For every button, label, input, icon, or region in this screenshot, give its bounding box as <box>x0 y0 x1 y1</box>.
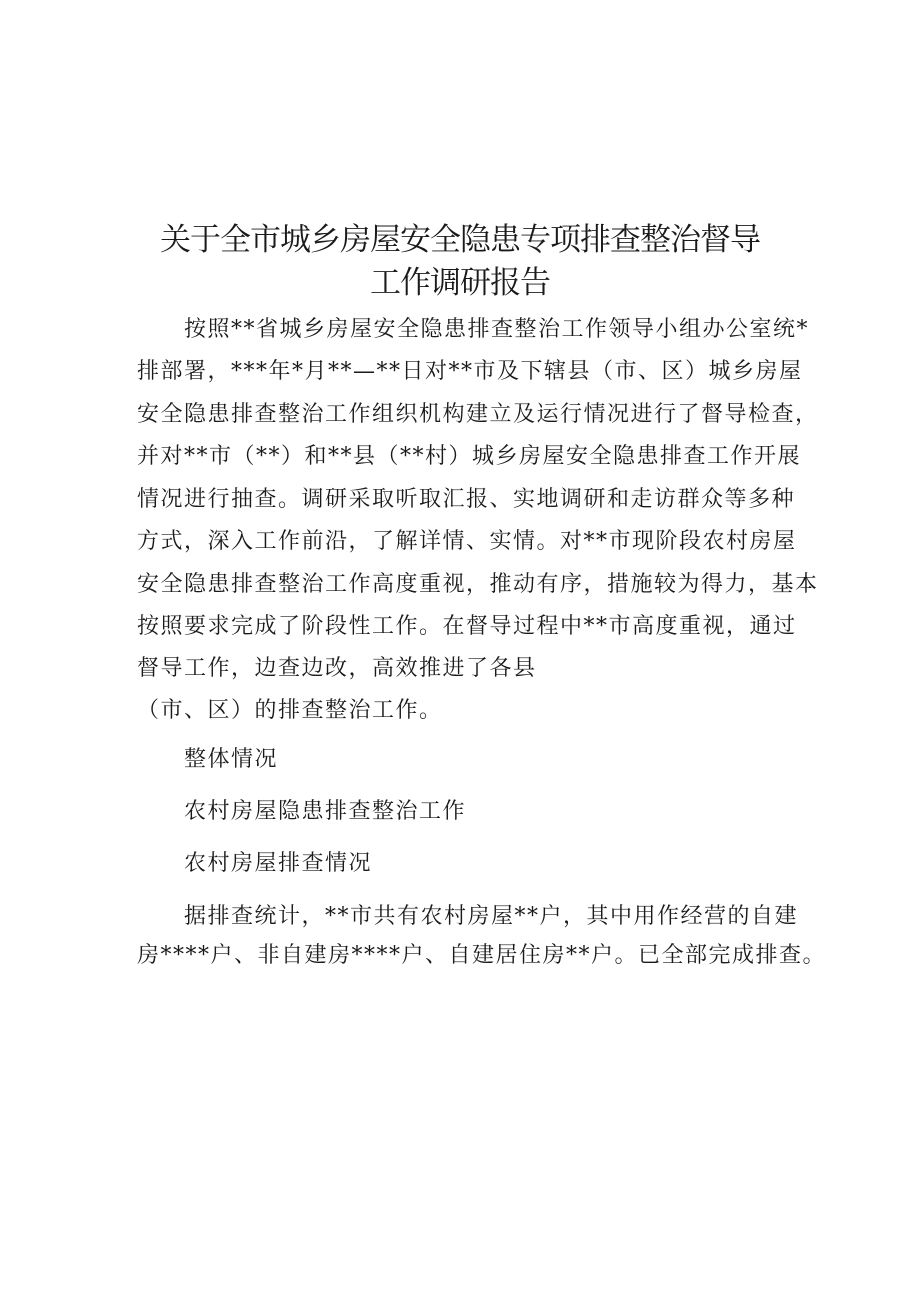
paragraph-1-line-1: 按照**省城乡房屋安全隐患排查整治工作领导小组办公室统* <box>184 317 810 342</box>
document-title-line-1: 关于全市城乡房屋安全隐患专项排查整治督导 <box>160 222 760 258</box>
paragraph-1-line-6: 方式，深入工作前沿，了解详情、实情。对**市现阶段农村房屋 <box>137 529 797 554</box>
section-heading-rural-housing-work: 农村房屋隐患排查整治工作 <box>184 799 467 824</box>
paragraph-1-line-7: 安全隐患排查整治工作高度重视，推动有序，措施较为得力，基本 <box>137 572 819 597</box>
paragraph-1-line-3: 安全隐患排查整治工作组织机构建立及运行情况进行了督导检查， <box>137 402 819 427</box>
paragraph-1-line-8: 按照要求完成了阶段性工作。在督导过程中**市高度重视，通过 <box>137 614 797 639</box>
document-title-line-2: 工作调研报告 <box>370 265 550 301</box>
paragraph-1-line-9: 督导工作，边查边改，高效推进了各县 <box>137 656 537 681</box>
paragraph-1-line-10: （市、区）的排查整治工作。 <box>137 698 443 723</box>
paragraph-2-line-1: 据排查统计，**市共有农村房屋**户，其中用作经营的自建 <box>184 904 799 929</box>
paragraph-1-line-5: 情况进行抽查。调研采取听取汇报、实地调研和走访群众等多种 <box>137 487 796 512</box>
section-heading-overall: 整体情况 <box>184 747 279 772</box>
paragraph-1-line-4: 并对**市（**）和**县（**村）城乡房屋安全隐患排查工作开展 <box>137 444 802 469</box>
section-heading-rural-housing-inspection: 农村房屋排查情况 <box>184 851 373 876</box>
paragraph-1-line-2: 排部署，***年*月**—**日对**市及下辖县（市、区）城乡房屋 <box>137 359 803 384</box>
paragraph-2-line-2: 房****户、非自建房****户、自建居住房**户。已全部完成排查。 <box>137 943 827 968</box>
